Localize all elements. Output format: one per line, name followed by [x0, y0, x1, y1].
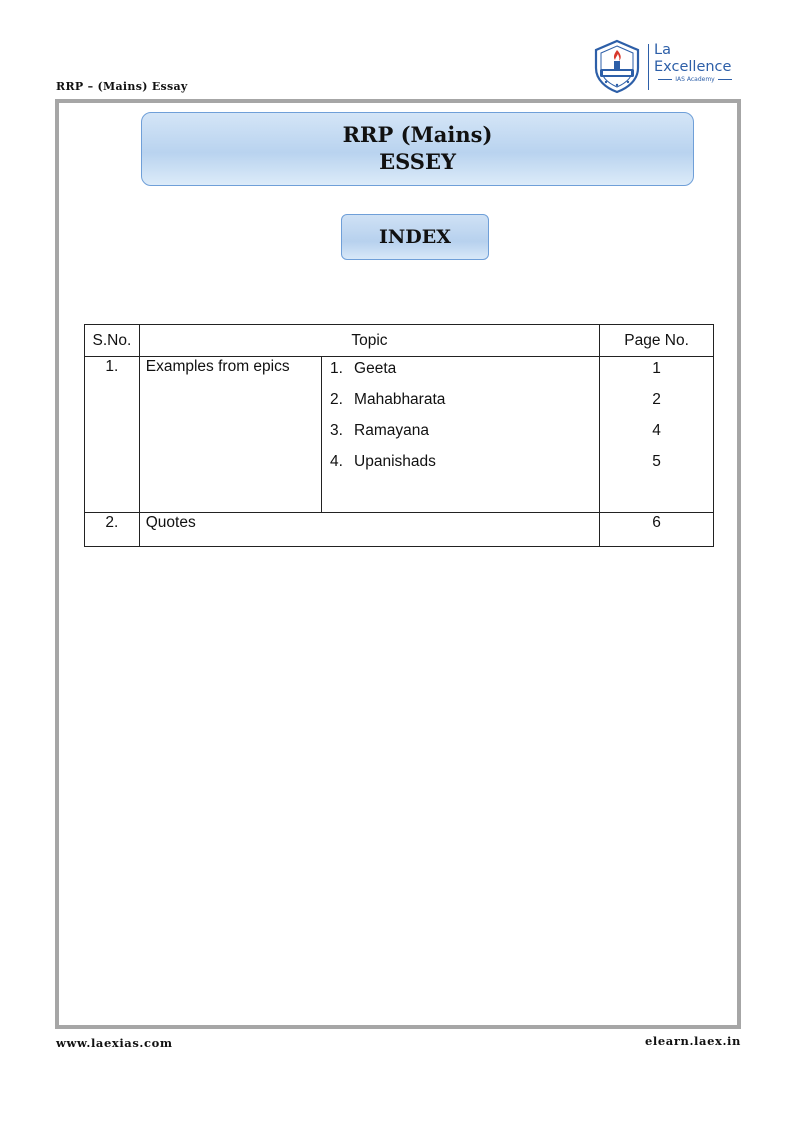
page-number: 2 — [652, 391, 661, 408]
row-topic: Examples from epics — [139, 357, 321, 513]
row-sno: 1. — [85, 357, 140, 513]
list-item — [323, 451, 598, 482]
subtopic-name: Ramayana — [354, 422, 430, 439]
logo-wordmark — [654, 42, 731, 76]
logo-tagline: IAS Academy — [654, 76, 736, 83]
page-number-list — [601, 358, 712, 482]
list-item — [323, 389, 598, 420]
logo-line1: La — [654, 42, 671, 58]
torch-shield-emblem-icon — [590, 38, 644, 94]
header-topic: Topic — [139, 325, 599, 357]
table-header-row — [85, 325, 714, 357]
page-number: 4 — [652, 422, 661, 439]
footer-website-link[interactable]: www.laexias.com — [56, 1036, 173, 1050]
header-sno: S.No. — [85, 325, 140, 357]
subtopic-name: Geeta — [354, 360, 397, 377]
subtopic-number: 4. — [330, 453, 343, 470]
page-number: 1 — [652, 360, 661, 377]
header-page-no: Page No. — [600, 325, 714, 357]
logo-divider — [648, 44, 649, 90]
page-number-cell — [600, 357, 714, 513]
title-line1: RRP (Mains) — [342, 122, 493, 147]
title-banner — [141, 112, 694, 186]
table-row — [85, 357, 714, 513]
list-item — [323, 358, 598, 389]
subtopic-number: 1. — [330, 360, 343, 377]
document-header-label: RRP – (Mains) Essay — [56, 80, 188, 93]
row-topic: Quotes — [139, 513, 599, 547]
subtopic-name: Mahabharata — [354, 391, 446, 408]
index-table — [84, 324, 714, 547]
index-heading: INDEX — [341, 214, 489, 260]
page-number: 6 — [600, 513, 714, 547]
subtopic-number: 3. — [330, 422, 343, 439]
table-row — [85, 513, 714, 547]
la-excellence-logo — [590, 38, 740, 94]
footer-elearn-link[interactable]: elearn.laex.in — [644, 1034, 741, 1048]
subtopic-list — [323, 358, 598, 482]
title-line2: ESSEY — [379, 149, 456, 174]
subtopic-name: Upanishads — [354, 453, 436, 470]
page-number: 5 — [652, 453, 661, 470]
logo-line2: Excellence — [654, 59, 732, 75]
list-item — [323, 420, 598, 451]
subtopic-number: 2. — [330, 391, 343, 408]
row-sno: 2. — [85, 513, 140, 547]
subtopic-cell — [322, 357, 600, 513]
